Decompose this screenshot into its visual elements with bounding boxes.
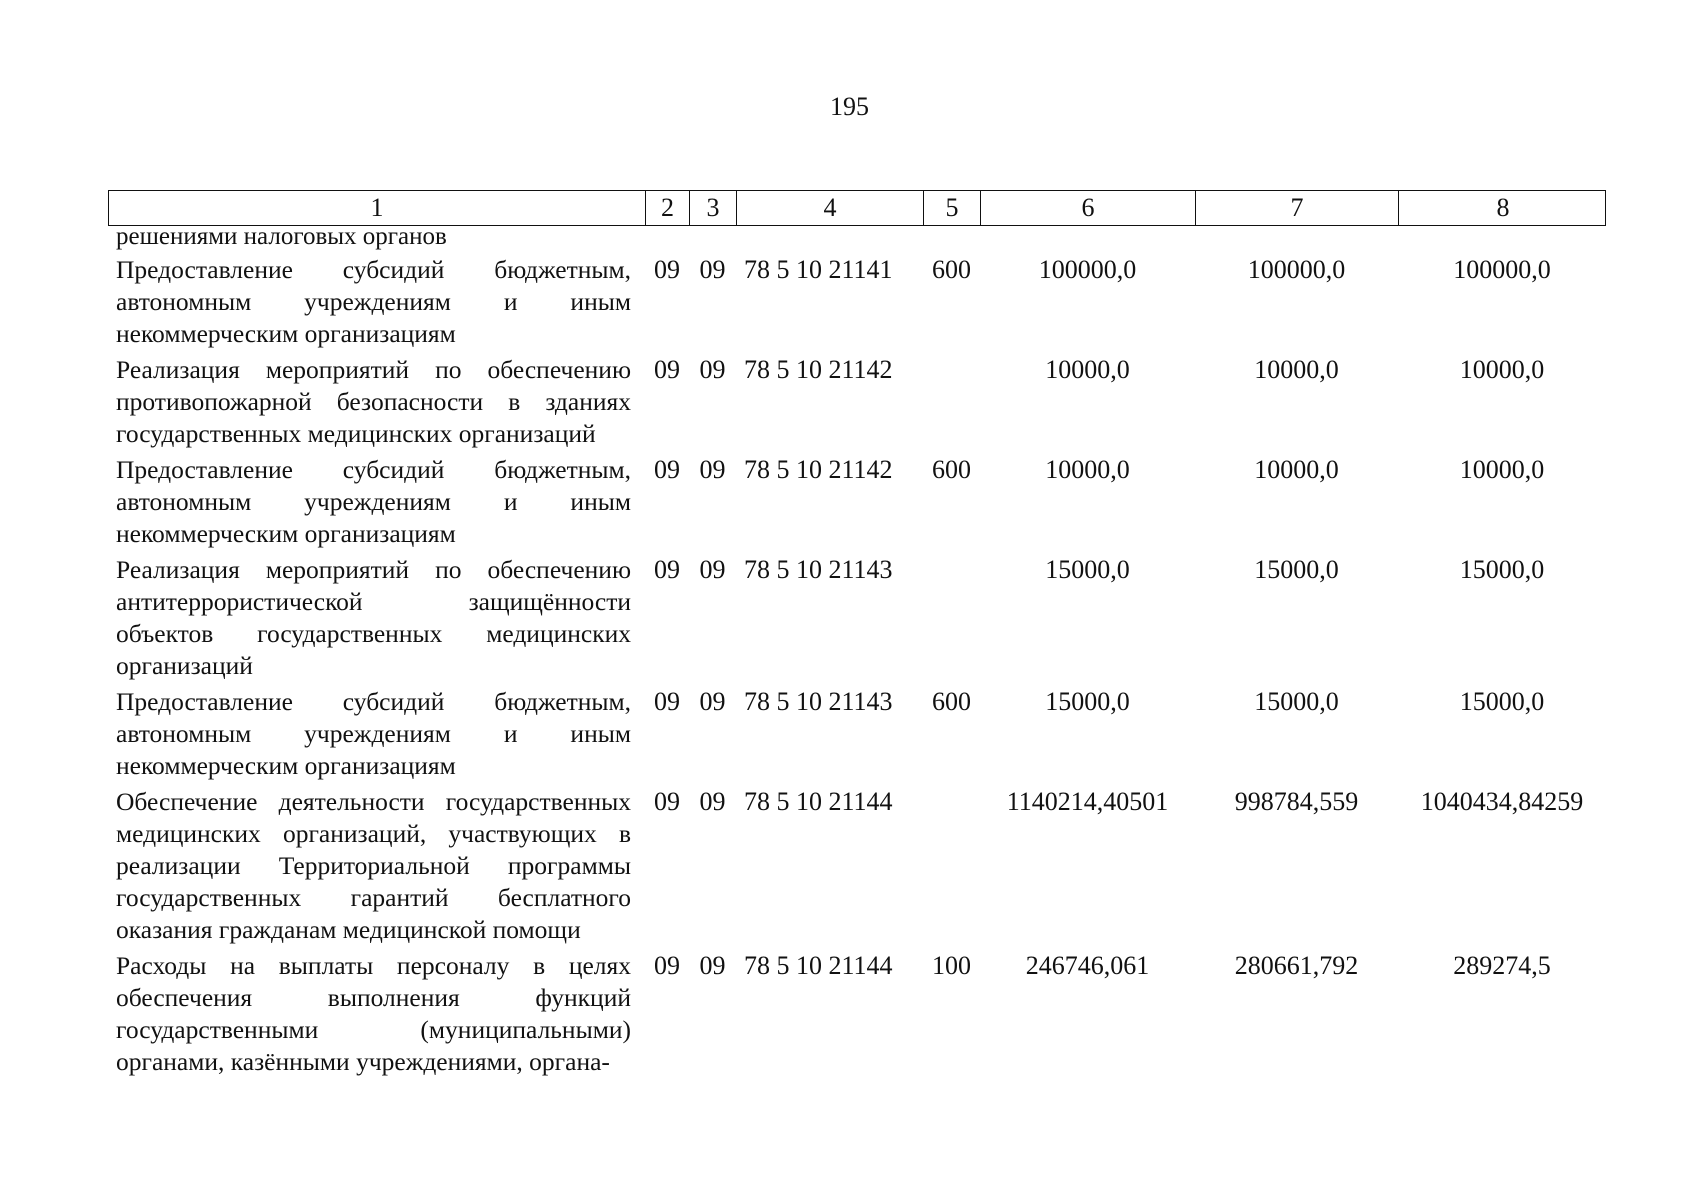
table-row <box>108 686 1606 782</box>
row-subsection: 09 <box>699 355 726 384</box>
row-section: 09 <box>654 555 680 584</box>
row-amount-col8: 100000,0 <box>1453 255 1551 284</box>
row-section: 09 <box>654 355 680 384</box>
row-section: 09 <box>654 687 680 716</box>
row-description: Предоставление субсидий бюджетным, автономным учреждениям и иным некоммерческим организациям <box>116 455 631 548</box>
row-description: Реализация мероприятий по обеспечению антитеррористической защищённости объектов государственных медицинских организаций <box>116 555 631 680</box>
row-expense-type <box>923 554 980 682</box>
table-row <box>108 950 1606 1078</box>
row-description: Расходы на выплаты персоналу в целях обеспечения выполнения функций государственными (муниципальными) органами, казёнными учреждениями, органа- <box>116 951 631 1076</box>
table-row <box>108 354 1606 450</box>
page-number: 195 <box>830 92 869 121</box>
row-amount-col8: 10000,0 <box>1459 455 1545 484</box>
header-col-1: 1 <box>109 191 646 225</box>
row-amount-col6: 10000,0 <box>1045 455 1130 484</box>
row-target-code: 78 5 10 21143 <box>744 555 893 584</box>
row-description: Предоставление субсидий бюджетным, автономным учреждениям и иным некоммерческим организациям <box>116 255 631 348</box>
table-row <box>108 454 1606 550</box>
row-amount-col8: 1040434,84259 <box>1420 787 1584 816</box>
row-expense-type: 600 <box>932 455 971 484</box>
header-col-3: 3 <box>690 191 737 225</box>
row-amount-col6: 15000,0 <box>1045 687 1130 716</box>
row-target-code: 78 5 10 21142 <box>744 355 893 384</box>
row-subsection: 09 <box>699 951 726 980</box>
table-row <box>108 786 1606 946</box>
row-section: 09 <box>654 255 680 284</box>
row-expense-type <box>923 786 980 946</box>
row-expense-type: 600 <box>932 687 971 716</box>
row-amount-col7: 100000,0 <box>1247 255 1346 284</box>
table-header <box>108 190 1606 226</box>
row-amount-col6: 100000,0 <box>1038 255 1137 284</box>
row-subsection: 09 <box>699 455 726 484</box>
row-amount-col7: 280661,792 <box>1234 951 1359 980</box>
row-target-code: 78 5 10 21143 <box>744 687 893 716</box>
continuation-text: решениями налоговых органов <box>116 223 447 250</box>
header-col-6: 6 <box>981 191 1196 225</box>
row-target-code: 78 5 10 21144 <box>744 951 893 980</box>
row-amount-col7: 15000,0 <box>1254 687 1339 716</box>
row-amount-col6: 15000,0 <box>1045 555 1130 584</box>
row-target-code: 78 5 10 21141 <box>744 255 893 284</box>
row-target-code: 78 5 10 21144 <box>744 787 893 816</box>
row-section: 09 <box>654 951 680 980</box>
row-subsection: 09 <box>699 255 726 284</box>
header-col-5: 5 <box>924 191 981 225</box>
row-subsection: 09 <box>699 555 726 584</box>
row-subsection: 09 <box>699 787 726 816</box>
header-col-2: 2 <box>646 191 690 225</box>
row-amount-col8: 15000,0 <box>1459 555 1545 584</box>
row-subsection: 09 <box>699 687 726 716</box>
row-amount-col8: 10000,0 <box>1459 355 1545 384</box>
row-amount-col6: 10000,0 <box>1045 355 1130 384</box>
row-expense-type <box>923 354 980 450</box>
row-amount-col8: 289274,5 <box>1453 951 1551 980</box>
row-target-code: 78 5 10 21142 <box>744 455 893 484</box>
table-row <box>108 554 1606 682</box>
budget-table <box>108 190 1606 1078</box>
row-amount-col7: 10000,0 <box>1254 355 1339 384</box>
row-expense-type: 600 <box>932 255 971 284</box>
row-description: Реализация мероприятий по обеспечению противопожарной безопасности в зданиях государственных медицинских организаций <box>116 355 631 448</box>
row-description: Предоставление субсидий бюджетным, автономным учреждениям и иным некоммерческим организациям <box>116 687 631 780</box>
header-col-8: 8 <box>1496 193 1510 222</box>
row-amount-col6: 246746,061 <box>1025 951 1150 980</box>
header-col-7: 7 <box>1196 191 1399 225</box>
row-amount-col7: 15000,0 <box>1254 555 1339 584</box>
row-description: Обеспечение деятельности государственных медицинских организаций, участвующих в реализации Территориальной программы государственных гарантий бесплатного оказания гражданам медицинской помощи <box>116 787 631 944</box>
table-body <box>108 224 1606 1078</box>
header-col-4: 4 <box>737 191 924 225</box>
row-amount-col6: 1140214,40501 <box>1006 787 1169 816</box>
table-row <box>108 254 1606 350</box>
row-expense-type: 100 <box>932 951 971 980</box>
row-amount-col7: 998784,559 <box>1234 787 1359 816</box>
row-amount-col8: 15000,0 <box>1459 687 1545 716</box>
row-section: 09 <box>654 455 680 484</box>
row-amount-col7: 10000,0 <box>1254 455 1339 484</box>
row-section: 09 <box>654 787 680 816</box>
